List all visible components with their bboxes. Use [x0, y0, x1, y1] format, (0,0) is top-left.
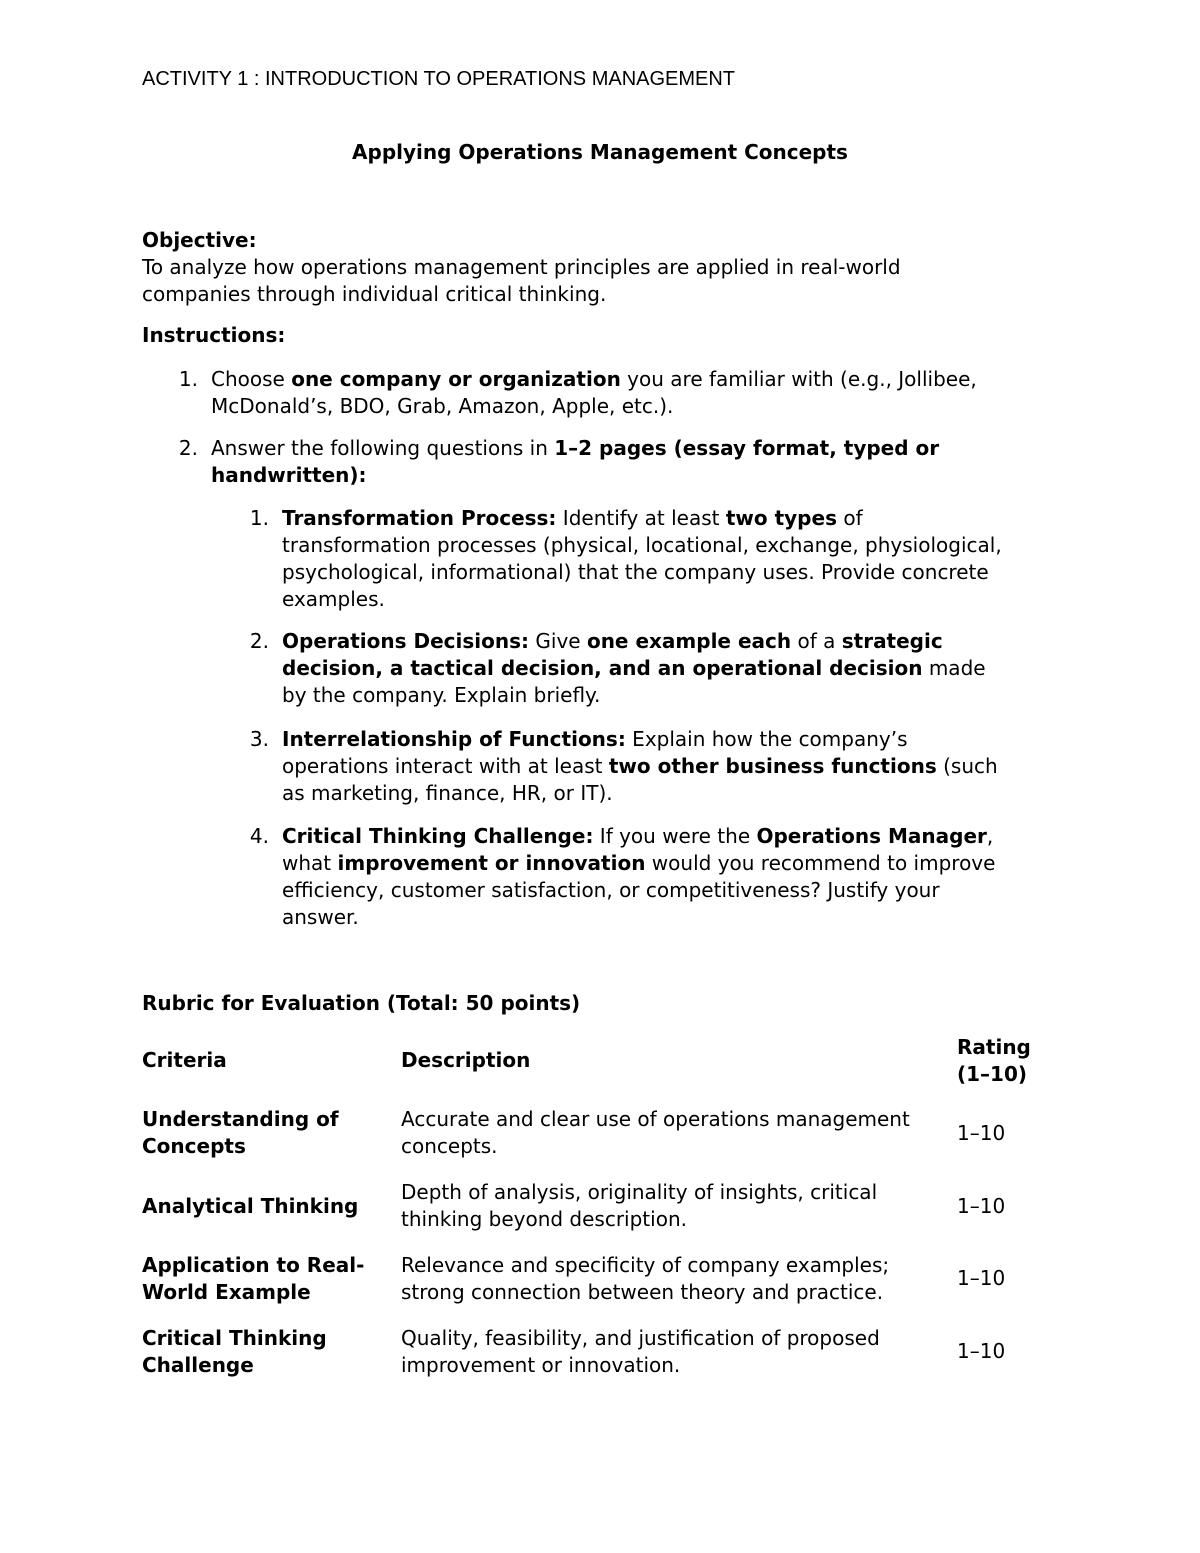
table-row-criteria: [142, 1106, 339, 1160]
criteria-line-2: World Example: [142, 1280, 311, 1304]
document-title: Applying Operations Management Concepts: [352, 140, 848, 164]
table-row-description: [401, 1179, 877, 1233]
instruction-item-2-number: 2.: [178, 436, 198, 460]
rubric-header-rating-line-1: Rating: [957, 1035, 1031, 1059]
rubric-title: Rubric for Evaluation (Total: 50 points): [142, 991, 581, 1015]
table-row-description: [401, 1252, 889, 1306]
question-3-text-d: (such: [936, 754, 998, 778]
table-row-criteria: [142, 1193, 358, 1220]
question-1-text-b: Identify at least: [556, 506, 726, 530]
criteria-line-2: Concepts: [142, 1134, 246, 1158]
question-2-line-2: [282, 655, 1142, 682]
question-3-text-bold: two other business functions: [608, 754, 937, 778]
instruction-item-1-line-2: McDonald’s, BDO, Grab, Amazon, Apple, etc.).: [211, 394, 674, 418]
item2-text-bold: 1–2 pages (essay format, typed or: [554, 436, 940, 460]
question-1-heading: Transformation Process:: [282, 506, 557, 530]
question-3-text-c: operations interact with at least: [282, 754, 609, 778]
criteria-line-1: Critical Thinking: [142, 1326, 327, 1350]
rubric-header-criteria: Criteria: [142, 1048, 227, 1072]
activity-header: ACTIVITY 1 : INTRODUCTION TO OPERATIONS MANAGEMENT: [142, 68, 736, 90]
objective-label: Objective:: [142, 228, 257, 252]
question-2-text-bold-3: decision, a tactical decision, and an operational decision: [282, 656, 923, 680]
question-3-line-3: as marketing, finance, HR, or IT).: [282, 781, 613, 805]
item1-text-a: Choose: [211, 367, 292, 391]
table-row-criteria: [142, 1252, 364, 1306]
question-4-text-f: would you recommend to improve: [645, 851, 996, 875]
question-4-line-4: answer.: [282, 905, 359, 929]
objective-line-2: companies through individual critical thinking.: [142, 282, 607, 306]
question-4-heading: Critical Thinking Challenge:: [282, 824, 594, 848]
question-1-line-4: examples.: [282, 587, 385, 611]
question-2-text-f: made: [922, 656, 986, 680]
question-1-line-1: [282, 505, 1142, 532]
item2-text-a: Answer the following questions in: [211, 436, 555, 460]
question-2-text-bold-2: strategic: [841, 629, 943, 653]
rubric-header-rating: [957, 1034, 1031, 1088]
criteria-line-1: Application to Real-: [142, 1253, 365, 1277]
question-4-text-bold-2: improvement or innovation: [337, 851, 646, 875]
description-line-1: Accurate and clear use of operations management: [401, 1107, 910, 1131]
instruction-item-2-line-2: handwritten):: [211, 463, 367, 487]
table-row-rating: 1–10: [957, 1121, 1006, 1145]
instruction-item-1-line-1: [211, 366, 1111, 393]
description-line-1: Depth of analysis, originality of insights, critical: [401, 1180, 878, 1204]
question-1-number: 1.: [249, 506, 269, 530]
question-4-line-2: [282, 850, 1142, 877]
question-2-text-d: of a: [791, 629, 842, 653]
item1-text-c: you are familiar with (e.g., Jollibee,: [620, 367, 977, 391]
description-line-2: thinking beyond description.: [401, 1207, 687, 1231]
table-row-description: [401, 1325, 880, 1379]
description-line-2: concepts.: [401, 1134, 498, 1158]
question-2-heading: Operations Decisions:: [282, 629, 530, 653]
description-line-1: Relevance and specificity of company examples;: [401, 1253, 890, 1277]
question-2-line-1: [282, 628, 1142, 655]
objective-text: [142, 254, 1042, 308]
objective-line-1: To analyze how operations management principles are applied in real-world: [142, 255, 901, 279]
rubric-header-rating-line-2: (1–10): [957, 1062, 1028, 1086]
question-2-text-b: Give: [529, 629, 587, 653]
table-row-rating: 1–10: [957, 1194, 1006, 1218]
question-1-text-bold: two types: [725, 506, 837, 530]
table-row-rating: 1–10: [957, 1339, 1006, 1363]
question-4-number: 4.: [249, 824, 269, 848]
question-4-text-d: ,: [986, 824, 994, 848]
item1-text-bold: one company or organization: [291, 367, 621, 391]
question-4-line-1: [282, 823, 1142, 850]
question-3-number: 3.: [249, 727, 269, 751]
instruction-item-2-line-1: [211, 435, 1111, 462]
description-line-2: strong connection between theory and practice.: [401, 1280, 884, 1304]
question-3-line-2: [282, 753, 1142, 780]
table-row-description: [401, 1106, 910, 1160]
description-line-1: Quality, feasibility, and justification of proposed: [401, 1326, 880, 1350]
description-line-2: improvement or innovation.: [401, 1353, 681, 1377]
question-2-text-bold-1: one example each: [586, 629, 792, 653]
question-3-heading: Interrelationship of Functions:: [282, 727, 626, 751]
instruction-item-1-number: 1.: [178, 367, 198, 391]
question-3-text-b: Explain how the company’s: [625, 727, 908, 751]
question-4-text-e: what: [282, 851, 338, 875]
instructions-label: Instructions:: [142, 323, 286, 347]
criteria-line-1: Understanding of: [142, 1107, 339, 1131]
question-4-text-b: If you were the: [593, 824, 757, 848]
question-4-text-bold-1: Operations Manager: [756, 824, 987, 848]
table-row-criteria: [142, 1325, 327, 1379]
criteria-line-1: Analytical Thinking: [142, 1194, 359, 1218]
criteria-line-2: Challenge: [142, 1353, 254, 1377]
question-2-number: 2.: [249, 629, 269, 653]
question-3-line-1: [282, 726, 1142, 753]
question-2-line-3: by the company. Explain briefly.: [282, 683, 601, 707]
rubric-header-description: Description: [401, 1048, 531, 1072]
question-1-line-3: psychological, informational) that the company uses. Provide concrete: [282, 560, 989, 584]
question-4-line-3: efficiency, customer satisfaction, or competitiveness? Justify your: [282, 878, 940, 902]
table-row-rating: 1–10: [957, 1266, 1006, 1290]
question-1-text-d: of: [836, 506, 863, 530]
question-1-line-2: transformation processes (physical, locational, exchange, physiological,: [282, 533, 1002, 557]
